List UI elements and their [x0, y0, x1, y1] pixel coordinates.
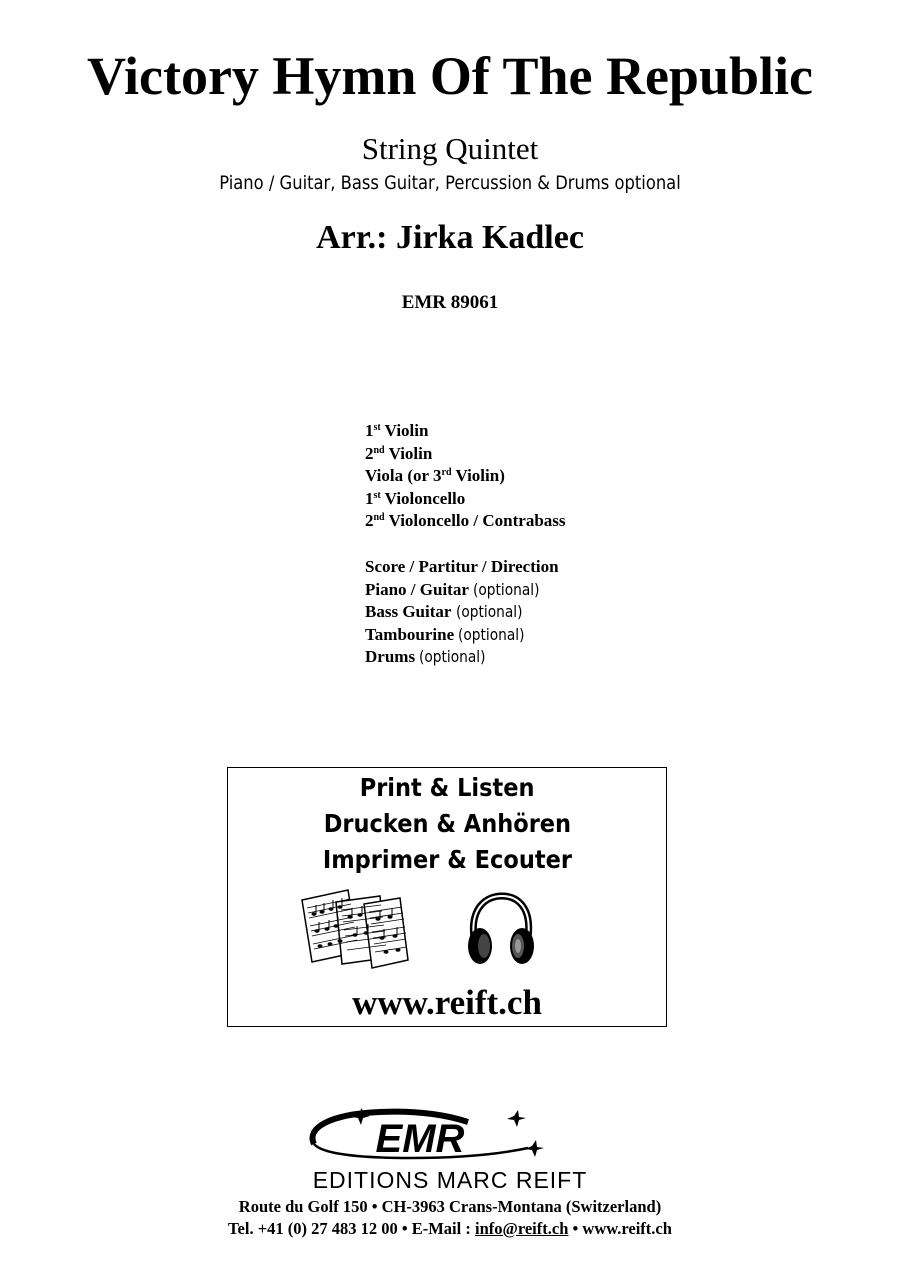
promo-url[interactable]: www.reift.ch: [352, 983, 542, 1022]
headphones-icon: [466, 892, 536, 968]
part-first-violoncello: 1st Violoncello: [365, 488, 466, 508]
promo-line-english: Print & Listen: [359, 773, 535, 802]
page-title: Victory Hymn Of The Republic: [87, 46, 813, 106]
promo-line-french: Imprimer & Ecouter: [322, 845, 572, 874]
publisher-contact: Tel. +41 (0) 27 483 12 00 • E-Mail : info@reift.ch • www.reift.ch: [228, 1219, 672, 1238]
part-piano-guitar: Piano / Guitar (optional): [365, 579, 540, 599]
part-bass-guitar: Bass Guitar (optional): [365, 602, 523, 622]
part-second-violin: 2nd Violin: [365, 443, 433, 463]
subtitle: String Quintet: [361, 131, 539, 166]
publisher-name: EDITIONS MARC REIFT: [312, 1167, 588, 1193]
part-second-violoncello: 2nd Violoncello / Contrabass: [365, 511, 566, 531]
part-score: Score / Partitur / Direction: [365, 556, 559, 576]
catalog-number: EMR 89061: [401, 292, 499, 313]
parts-list: [365, 420, 566, 669]
emr-logo: [300, 1108, 550, 1168]
part-viola: Viola (or 3rd Violin): [365, 466, 505, 486]
instrumentation-note: Piano / Guitar, Bass Guitar, Percussion & Drums optional: [219, 172, 681, 194]
publisher-address: Route du Golf 150 • CH-3963 Crans-Montana (Switzerland): [238, 1197, 662, 1216]
email-link[interactable]: info@reift.ch: [474, 1219, 569, 1238]
part-drums: Drums (optional): [365, 647, 486, 667]
part-tambourine: Tambourine (optional): [365, 624, 525, 644]
sheet-music-icon: [300, 888, 412, 972]
promo-line-german: Drucken & Anhören: [323, 809, 571, 838]
part-first-violin: 1st Violin: [365, 421, 429, 440]
logo-text: EMR: [375, 1117, 465, 1161]
print-listen-box: [227, 767, 667, 1027]
arranger: Arr.: Jirka Kadlec: [316, 219, 584, 256]
